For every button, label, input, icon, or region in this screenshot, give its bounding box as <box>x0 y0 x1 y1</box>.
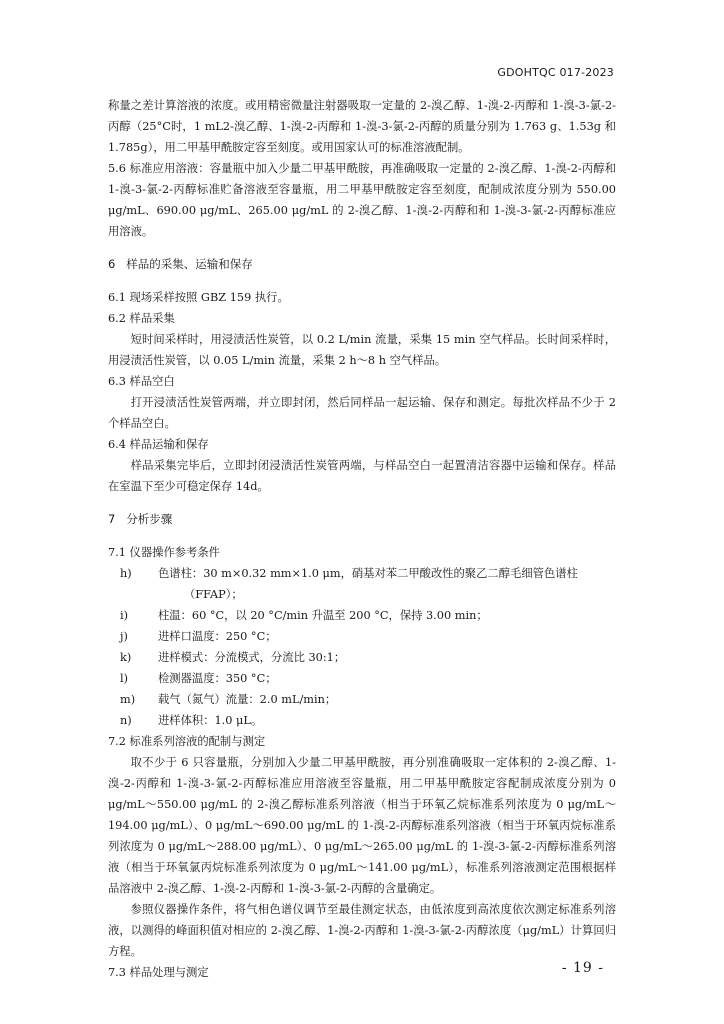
clause-6-4-title: 6.4 样品运输和保存 <box>108 438 209 451</box>
instrument-conditions-list <box>108 563 616 731</box>
clause-7-3-title: 7.3 样品处理与测定 <box>108 966 209 979</box>
clause-6-1: 6.1 现场采样按照 GBZ 159 执行。 <box>108 291 289 304</box>
list-item <box>108 626 616 647</box>
list-item <box>108 689 616 710</box>
list-item-label: i) <box>120 609 129 622</box>
paragraph-6-4: 样品采集完毕后，立即封闭浸渍活性炭管两端，与样品空白一起置清洁容器中运输和保存。样品在室温下至少可稳定保存 14d。 <box>108 459 616 493</box>
list-item <box>108 605 616 626</box>
list-item-text: 柱温：60 °C，以 20 °C/min 升温至 200 °C，保持 3.00 min； <box>158 609 488 622</box>
list-item <box>108 668 616 689</box>
list-item-text: 载气（氮气）流量：2.0 mL/min； <box>158 693 337 706</box>
section-heading-6: 6 样品的采集、运输和保存 <box>108 257 253 271</box>
clause-6-3-title: 6.3 样品空白 <box>108 375 175 388</box>
clause-6-2-title: 6.2 样品采集 <box>108 312 175 325</box>
section-heading-7: 7 分析步骤 <box>108 512 173 526</box>
page-number: - 19 - <box>561 960 604 976</box>
paragraph-6-3: 打开浸渍活性炭管两端，并立即封闭，然后同样品一起运输、保存和测定。每批次样品不少于 2 个样品空白。 <box>108 396 616 430</box>
paragraph-7-2-a: 取不少于 6 只容量瓶，分别加入少量二甲基甲酰胺，再分别准确吸取一定体积的 2-溴乙醇、1-溴-2-丙醇和 1-溴-3-氯-2-丙醇标准应用溶液至容量瓶，用二甲基甲酰胺定容配制成浓度分别为 0 μg/mL～550.00 μg/mL 的 2-溴乙醇标准系列溶液（相当于环氧乙烷标准系列浓度为 0 μg/mL～194.00 μg/mL）、0 μg/mL～690.00 μg/mL 的 1-溴-2-丙醇标准系列溶液（相当于环氧丙烷标准系列浓度为 0 μg/mL～288.00 μg/mL）、0 μg/mL～265.00 μg/mL 的 1-溴-3-氯-2-丙醇标准系列溶液（相当于环氧氯丙烷标准系列浓度为 0 μg/mL～141.00 μg/mL），标准系列溶液测定范围根据样品溶液中 2-溴乙醇、1-溴-2-丙醇和 1-溴-3-氯-2-丙醇的含量确定。 <box>108 756 616 895</box>
paragraph-7-2-b: 参照仪器操作条件，将气相色谱仪调节至最佳测定状态，由低浓度到高浓度依次测定标准系列溶液，以测得的峰面积值对相应的 2-溴乙醇、1-溴-2-丙醇和 1-溴-3-氯-2-丙醇浓度（μg/mL）计算回归方程。 <box>108 903 616 958</box>
list-item <box>108 647 616 668</box>
list-item-text: 进样模式：分流模式，分流比 30:1； <box>158 651 346 664</box>
paragraph-5-6: 5.6 标准应用溶液：容量瓶中加入少量二甲基甲酰胺，再准确吸取一定量的 2-溴乙醇、1-溴-2-丙醇和 1-溴-3-氯-2-丙醇标准贮备溶液至容量瓶，用二甲基甲酰胺定容至刻度，配制成浓度分别为 550.00 μg/mL、690.00 μg/mL、265.00 μg/mL 的 2-溴乙醇、1-溴-2-丙醇和和 1-溴-3-氯-2-丙醇标准应用溶液。 <box>108 162 616 238</box>
paragraph-intro: 称量之差计算溶液的浓度。或用精密微量注射器吸取一定量的 2-溴乙醇、1-溴-2-丙醇和 1-溴-3-氯-2-丙醇（25°C时，1 mL2-溴乙醇、1-溴-2-丙醇和 1-溴-3-氯-2-丙醇的质量分别为 1.763 g、1.53g 和 1.785g），用二甲基甲酰胺定容至刻度。或用国家认可的标准溶液配制。 <box>108 99 616 154</box>
list-item-label: n) <box>120 714 132 727</box>
list-item-text-continuation: （FFAP）； <box>184 588 243 601</box>
list-item-text: 进样体积：1.0 μL。 <box>158 714 263 727</box>
list-item-label: j) <box>120 630 128 643</box>
list-item-text: 进样口温度：250 °C； <box>158 630 277 643</box>
list-item-text: 检测器温度：350 °C； <box>158 672 277 685</box>
list-item-label: m) <box>120 693 136 706</box>
list-item-label: k) <box>120 651 132 664</box>
list-item-label: l) <box>120 672 129 685</box>
list-item-label: h) <box>120 567 132 580</box>
document-body <box>108 95 616 983</box>
standard-code: GDOHTQC 017-2023 <box>497 66 614 79</box>
list-item <box>108 563 616 605</box>
list-item-text: 色谱柱：30 m×0.32 mm×1.0 μm，硝基对苯二甲酸改性的聚乙二醇毛细管色谱柱 <box>158 567 578 580</box>
paragraph-6-2: 短时间采样时，用浸渍活性炭管，以 0.2 L/min 流量，采集 15 min 空气样品。长时间采样时，用浸渍活性炭管，以 0.05 L/min 流量，采集 2 h～8 h 空气样品。 <box>108 333 616 367</box>
clause-7-1-title: 7.1 仪器操作参考条件 <box>108 546 220 559</box>
clause-7-2-title: 7.2 标准系列溶液的配制与测定 <box>108 735 266 748</box>
list-item <box>108 710 616 731</box>
